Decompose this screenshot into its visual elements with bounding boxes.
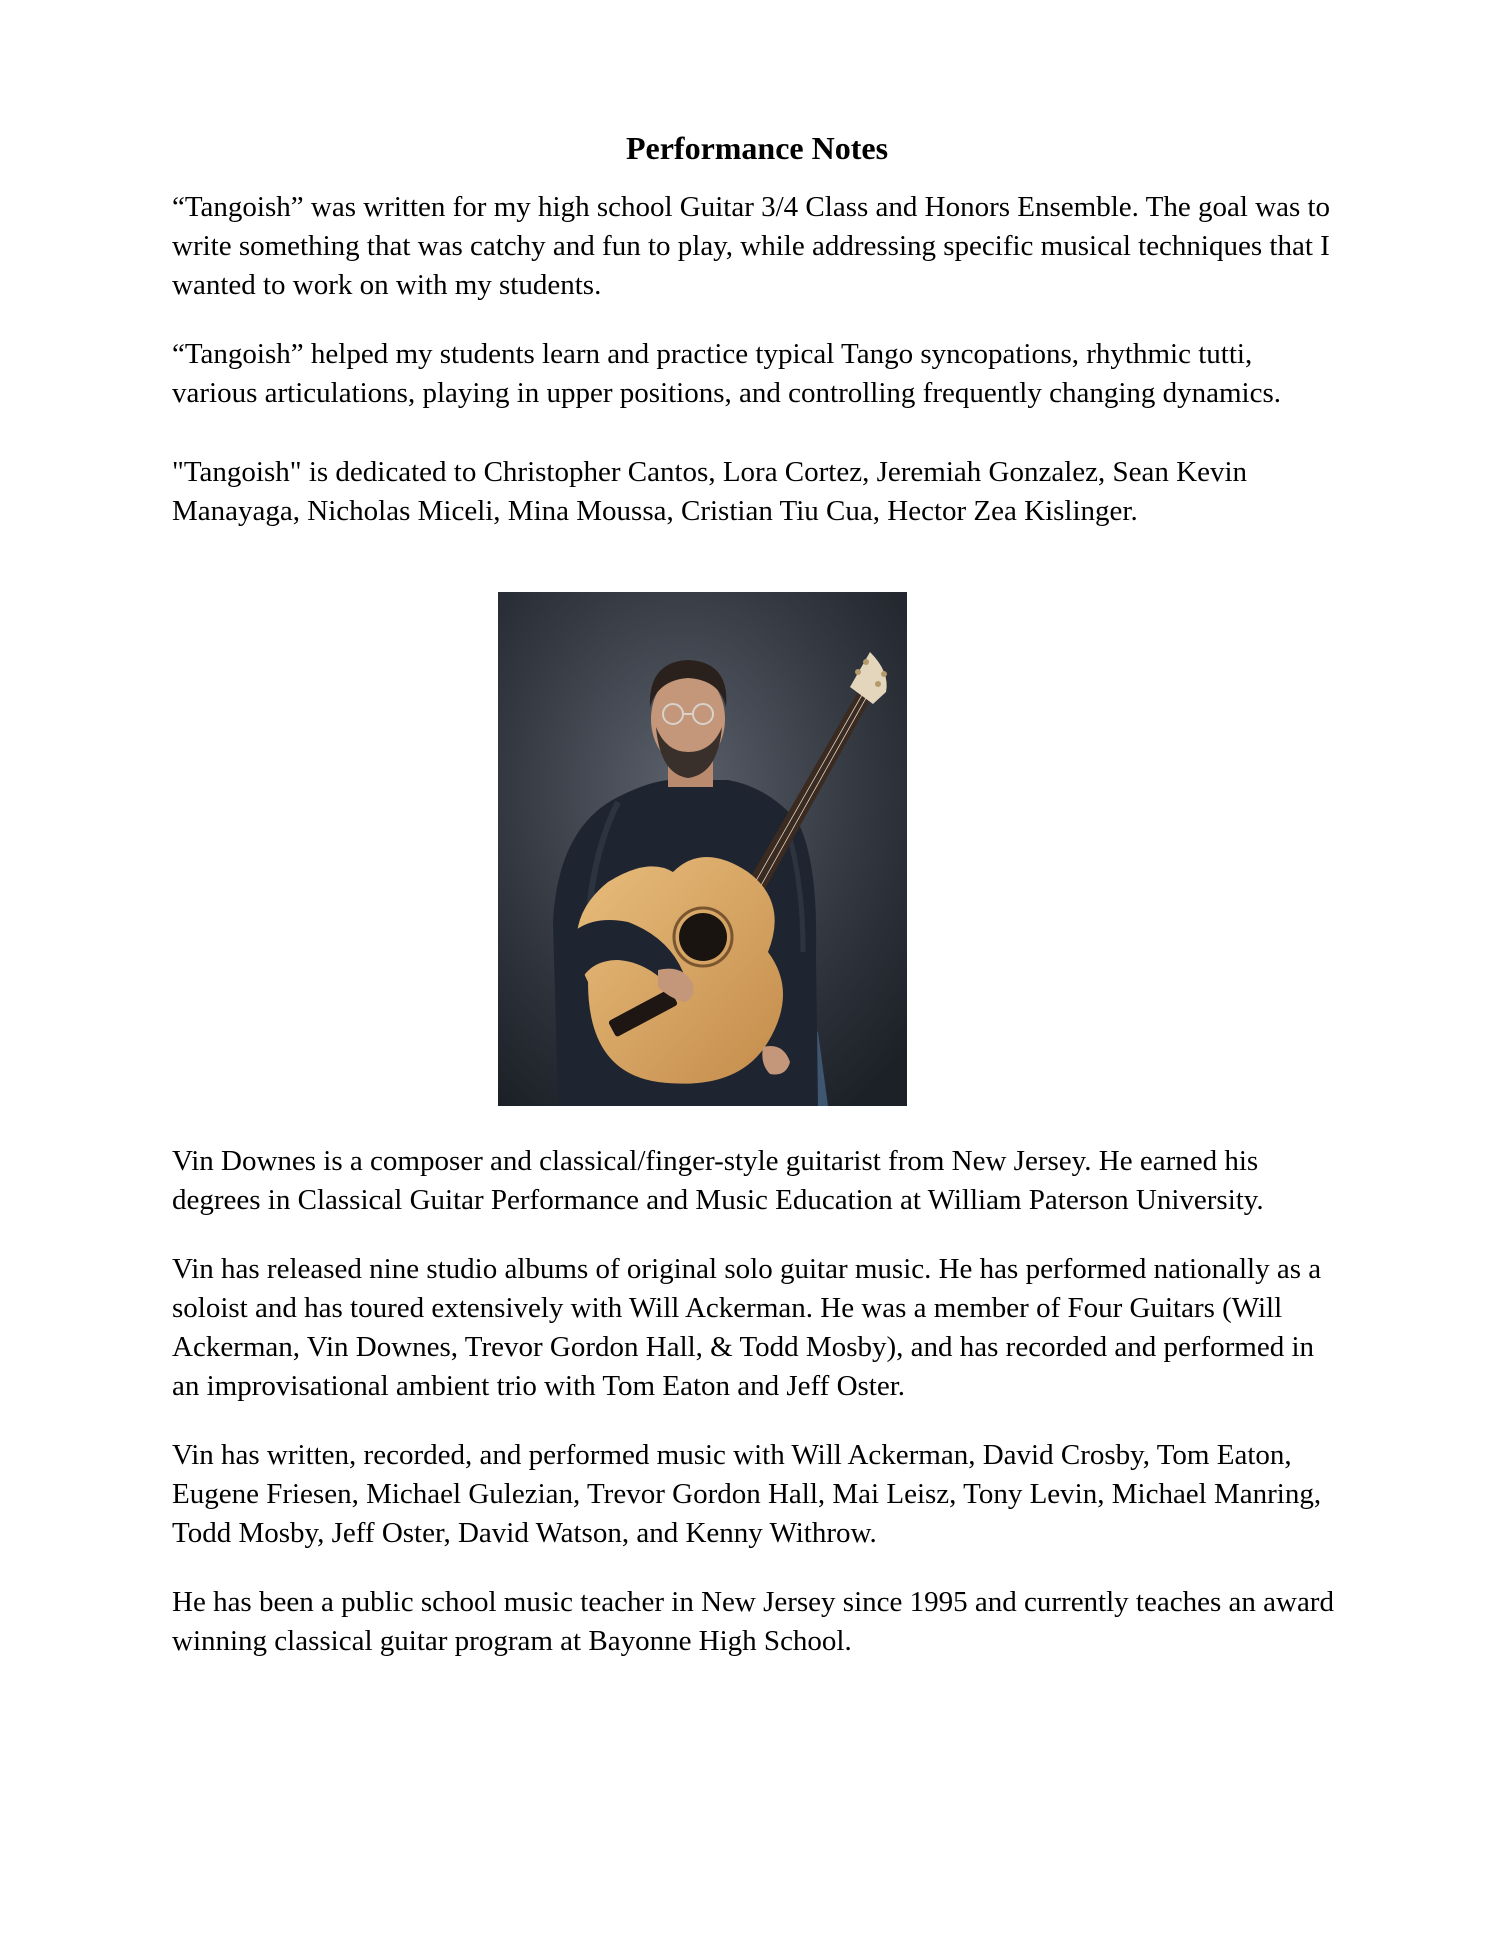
document-page xyxy=(172,128,1342,1661)
bio-paragraph-4: He has been a public school music teacher in New Jersey since 1995 and currently teaches an award winning classical guitar program at Bayonne High School. xyxy=(172,1586,1334,1657)
bio-paragraph-3: Vin has written, recorded, and performed music with Will Ackerman, David Crosby, Tom Eaton, Eugene Friesen, Michael Gulezian, Trevor Gordon Hall, Mai Leisz, Tony Levin, Michael Manring, Todd Mosby, Jeff Oster, David Watson, and Kenny Withrow. xyxy=(172,1439,1322,1549)
dedication-paragraph: "Tangoish" is dedicated to Christopher Cantos, Lora Cortez, Jeremiah Gonzalez, Sean Kevin Manayaga, Nicholas Miceli, Mina Moussa, Cristian Tiu Cua, Hector Zea Kislinger. xyxy=(172,456,1248,527)
notes-paragraph-1: “Tangoish” was written for my high school Guitar 3/4 Class and Honors Ensemble. The goal was to write something that was catchy and fun to play, while addressing specific musical techniques that I wanted to work on with my students. xyxy=(172,191,1331,301)
bio-paragraph-1: Vin Downes is a composer and classical/finger-style guitarist from New Jersey. He earned his degrees in Classical Guitar Performance and Music Education at William Paterson University. xyxy=(172,1145,1264,1216)
bio-paragraph-2: Vin has released nine studio albums of original solo guitar music. He has performed nationally as a soloist and has toured extensively with Will Ackerman. He was a member of Four Guitars (Will Ackerman, Vin Downes, Trevor Gordon Hall, & Todd Mosby), and has recorded and performed in an improvisational ambient trio with Tom Eaton and Jeff Oster. xyxy=(172,1253,1322,1402)
notes-paragraph-2: “Tangoish” helped my students learn and practice typical Tango syncopations, rhythmic tutti, various articulations, playing in upper positions, and controlling frequently changing dynamics. xyxy=(172,338,1282,409)
page-title: Performance Notes xyxy=(625,130,889,166)
photo-container xyxy=(172,592,1342,1106)
guitarist-portrait-photo xyxy=(498,592,907,1106)
